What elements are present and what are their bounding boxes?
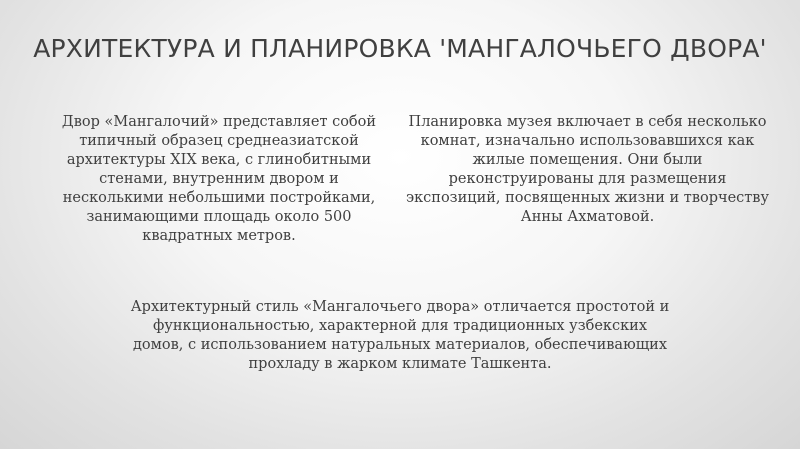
left-paragraph: Двор «Мангалочий» представляет собой типичный образец среднеазиатской архитектуры XIX века, с глинобитными стенами, внутренним двором и несколькими небольшими постройками, занимающими площадь около 500 квадратных метров.: [61, 114, 377, 244]
slide-title: АРХИТЕКТУРА И ПЛАНИРОВКА 'МАНГАЛОЧЬЕГО ДВОРА': [33, 34, 767, 63]
bottom-paragraph: Архитектурный стиль «Мангалочьего двора» отличается простотой и функциональностью, характерной для традиционных узбекских домов, с использованием натуральных материалов, обеспечивающих прохладу в жарком климате Ташкента.: [130, 299, 670, 372]
right-paragraph: Планировка музея включает в себя несколько комнат, изначально использовавшихся как жилые помещения. Они были реконструированы для размещения экспозиций, посвященных жизни и творчеству Анны Ахматовой.: [405, 114, 769, 225]
